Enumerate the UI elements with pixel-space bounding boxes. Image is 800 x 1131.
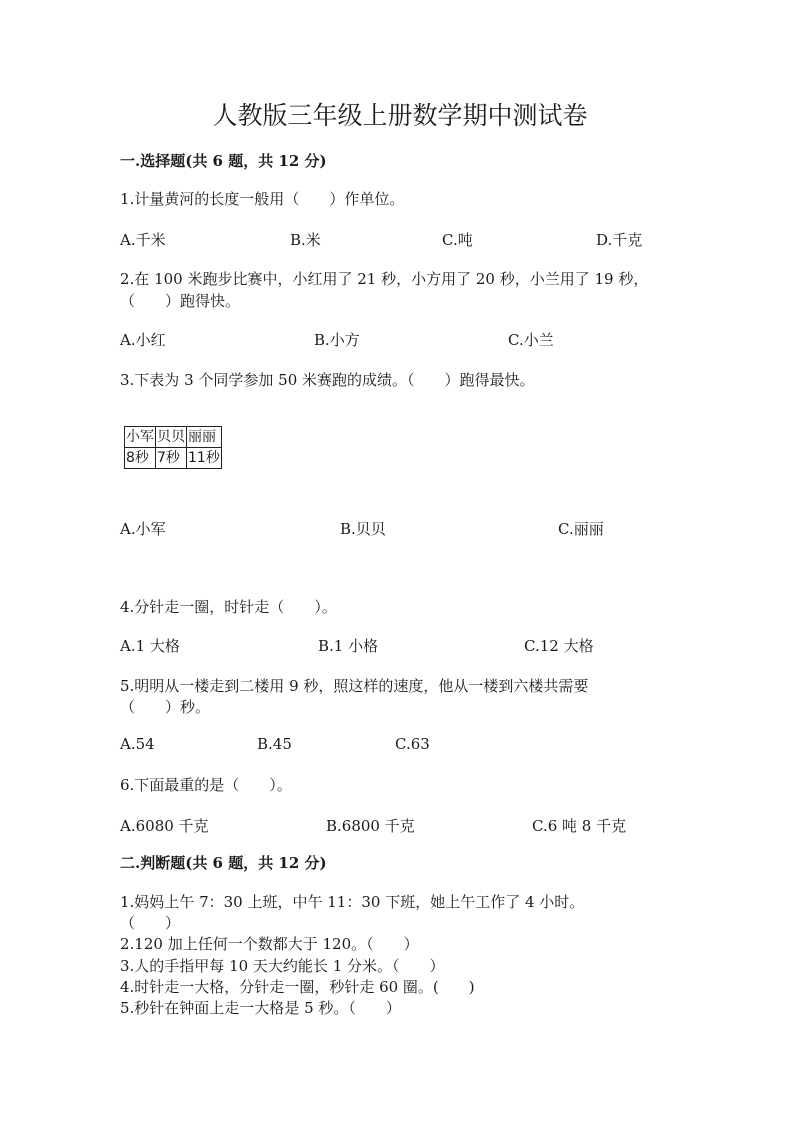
- q5-option-b: B.45: [257, 735, 292, 753]
- q4-option-a: A.1 大格: [120, 637, 180, 655]
- q2-option-c: C.小兰: [508, 331, 554, 349]
- question-2-text: 2.在 100 米跑步比赛中，小红用了 21 秒，小方用了 20 秒，小兰用了 19 秒，: [120, 270, 649, 288]
- table-header-cell: 贝贝: [156, 427, 187, 448]
- judgment-item-2: 2.120 加上任何一个数都大于 120。（ ）: [120, 935, 419, 953]
- score-table: [124, 426, 222, 469]
- question-2-text-cont: （ ）跑得快。: [120, 292, 241, 310]
- q6-option-a: A.6080 千克: [120, 817, 209, 835]
- table-row: [125, 427, 222, 448]
- table-cell: 7秒: [156, 448, 187, 469]
- section-heading-judgment: 二.判断题(共 6 题，共 12 分): [120, 854, 327, 872]
- question-5-text: 5.明明从一楼走到二楼用 9 秒，照这样的速度，他从一楼到六楼共需要: [120, 677, 589, 695]
- q1-option-b: B.米: [290, 231, 321, 249]
- q3-option-b: B.贝贝: [340, 520, 386, 538]
- q3-option-a: A.小军: [120, 520, 166, 538]
- q2-option-b: B.小方: [314, 331, 360, 349]
- page-title: 人教版三年级上册数学期中测试卷: [212, 101, 588, 130]
- table-header-cell: 丽丽: [187, 427, 222, 448]
- judgment-item-5: 5.秒针在钟面上走一大格是 5 秒。（ ）: [120, 999, 401, 1017]
- table-row: [125, 448, 222, 469]
- q4-option-b: B.1 小格: [318, 637, 379, 655]
- question-4-text: 4.分针走一圈，时针走（ ）。: [120, 598, 337, 616]
- table-cell: 8秒: [125, 448, 156, 469]
- judgment-item-1: 1.妈妈上午 7：30 上班，中午 11：30 下班，她上午工作了 4 小时。: [120, 893, 585, 911]
- q1-option-c: C.吨: [442, 231, 473, 249]
- q3-option-c: C.丽丽: [558, 520, 604, 538]
- section-heading-choice: 一.选择题(共 6 题，共 12 分): [120, 152, 327, 170]
- table-cell: 11秒: [187, 448, 222, 469]
- table-header-cell: 小军: [125, 427, 156, 448]
- q6-option-b: B.6800 千克: [326, 817, 415, 835]
- judgment-item-4: 4.时针走一大格，分针走一圈，秒针走 60 圈。( ): [120, 978, 475, 996]
- q1-option-d: D.千克: [596, 231, 643, 249]
- q5-option-a: A.54: [120, 735, 155, 753]
- judgment-item-1-blank: （ ）: [120, 914, 181, 932]
- judgment-item-3: 3.人的手指甲每 10 天大约能长 1 分米。（ ）: [120, 957, 445, 975]
- q2-option-a: A.小红: [120, 331, 166, 349]
- question-3-text: 3.下表为 3 个同学参加 50 米赛跑的成绩。（ ）跑得最快。: [120, 371, 535, 389]
- question-5-text-cont: （ ）秒。: [120, 698, 211, 716]
- question-1-text: 1.计量黄河的长度一般用（ ）作单位。: [120, 190, 405, 208]
- q5-option-c: C.63: [395, 735, 430, 753]
- q4-option-c: C.12 大格: [524, 637, 594, 655]
- question-6-text: 6.下面最重的是（ ）。: [120, 776, 292, 794]
- q6-option-c: C.6 吨 8 千克: [532, 817, 627, 835]
- q1-option-a: A.千米: [120, 231, 166, 249]
